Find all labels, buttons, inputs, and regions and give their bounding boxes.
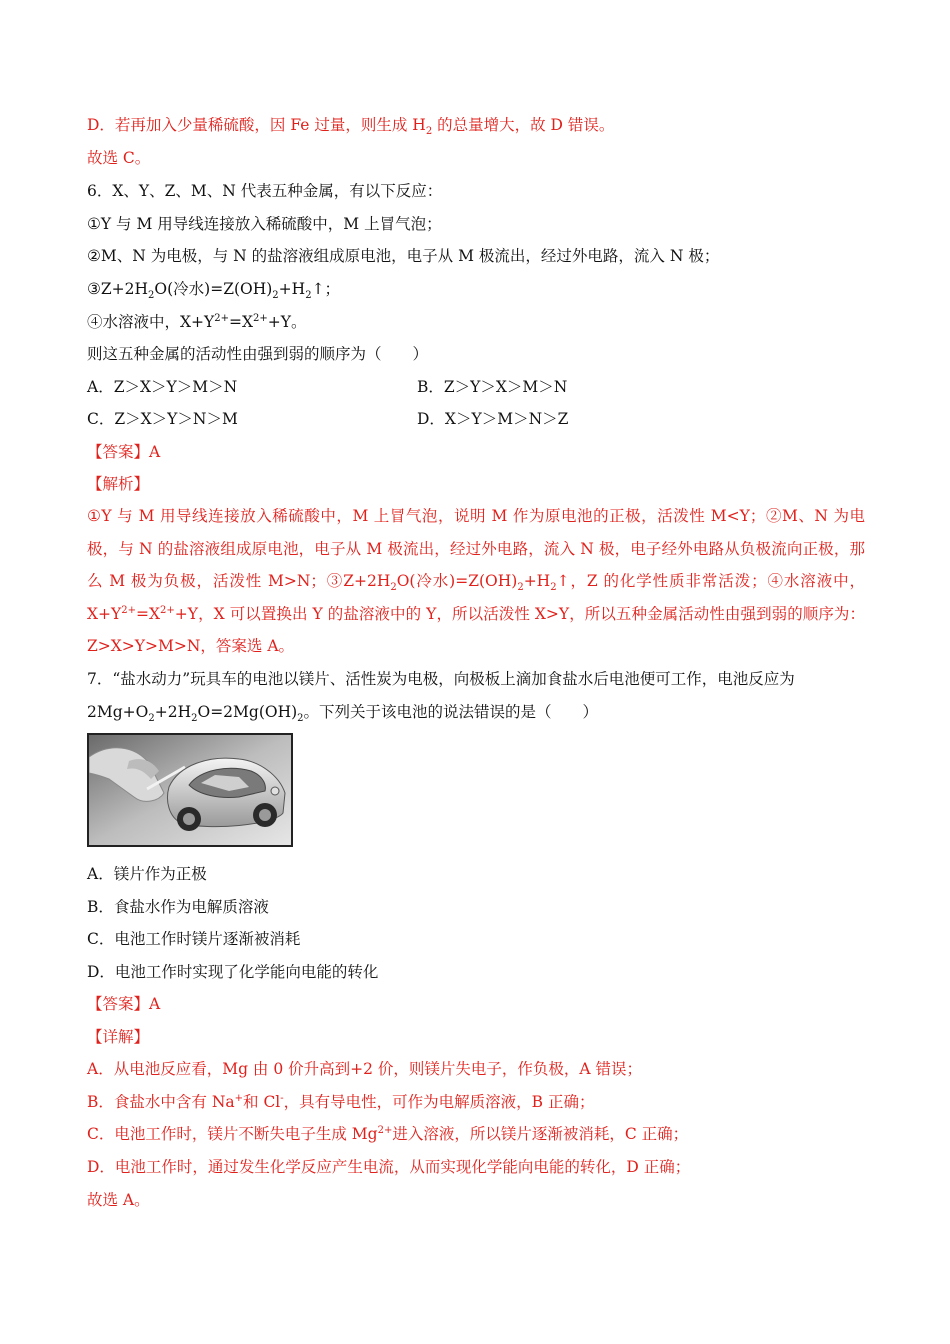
toy-car-illustration xyxy=(89,735,291,845)
q7-detail-b: B．食盐水中含有 Na+和 Cl-，具有导电性，可作为电解质溶液，B 正确； xyxy=(87,1092,595,1111)
prev-conclusion: 故选 C。 xyxy=(87,149,151,167)
q6-reaction-2: ②M、N 为电极，与 N 的盐溶液组成原电池，电子从 M 极流出，经过外电路，流入 N 极； xyxy=(87,247,720,265)
q7-detail-a: A．从电池反应看，Mg 由 0 价升高到+2 价，则镁片失电子，作负极，A 错误； xyxy=(87,1060,643,1078)
q7-detail-d: D．电池工作时，通过发生化学反应产生电流，从而实现化学能向电能的转化，D 正确； xyxy=(87,1158,691,1176)
q7-option-d: D．电池工作时实现了化学能向电能的转化 xyxy=(87,963,379,981)
q6-option-b: B．Z＞Y＞X＞M＞N xyxy=(417,378,568,396)
q7-detail-c: C．电池工作时，镁片不断失电子生成 $Mg^{2+}$进入溶液，所以镁片逐渐被消耗，C 正确； xyxy=(87,1124,689,1143)
q7-option-c: C．电池工作时镁片逐渐被消耗 xyxy=(87,930,301,948)
prev-answer-d: D．若再加入少量稀硫酸，因 Fe 过量，则生成 $H_2$ 的总量增大，故 D 错误。 xyxy=(87,116,615,138)
q6-answer: 【答案】A xyxy=(87,443,161,461)
toy-car-photo xyxy=(87,733,293,847)
q6-option-a: A．Z＞X＞Y＞M＞N xyxy=(87,378,238,396)
q7-option-a: A．镁片作为正极 xyxy=(87,865,207,883)
q7-conclusion: 故选 A。 xyxy=(87,1191,150,1209)
q7-detail-heading: 【详解】 xyxy=(87,1028,150,1046)
q7-stem-line1: 7．“盐水动力”玩具车的电池以镁片、活性炭为电极，向极板上滴加食盐水后电池便可工作，电池反应为 xyxy=(87,670,795,688)
q7-option-b: B．食盐水作为电解质溶液 xyxy=(87,898,269,916)
q6-reaction-3: $③Z+2H_2O$(冷水)$=Z(OH)_2+H_2↑$； xyxy=(87,280,341,302)
q7-stem-line2: $2Mg+O_2+2H_2O=2Mg(OH)_2$。下列关于该电池的说法错误的是（ ） xyxy=(87,703,599,725)
q6-stem: 6．X、Y、Z、M、N 代表五种金属，有以下反应： xyxy=(87,182,443,200)
q6-question: 则这五种金属的活动性由强到弱的顺序为（ ） xyxy=(87,345,429,363)
q6-reaction-1: ①Y 与 M 用导线连接放入稀硫酸中，M 上冒气泡； xyxy=(87,215,442,233)
q7-answer: 【答案】A xyxy=(87,995,161,1013)
q6-option-d: D．X＞Y＞M＞N＞Z xyxy=(417,410,569,428)
q6-analysis-body: ①Y 与 M 用导线连接放入稀硫酸中，M 上冒气泡，说明 M 作为原电池的正极，活泼性 M<Y；②M、N 为电极，与 N 的盐溶液组成原电池，电子从 M 极流出，经过外电路，流入 N 极，电子经外电路从负极流向正极，那么 M 极为负极，活泼性 M>N；$③Z+2H_2O$(冷水)$=Z(OH)_2+H_2↑$，Z 的化学性质非常活泼；④水溶液中，$X+Y^{2+}=X^{2+}+Y$，X 可以置换出 Y 的盐溶液中的 Y，所以活泼性 X>Y，所以五种金属活动性由强到弱的顺序为：Z>X>Y>M>N，答案选 A。 xyxy=(87,507,865,655)
q6-option-c: C．Z＞X＞Y＞N＞M xyxy=(87,410,238,428)
q6-reaction-4: ④水溶液中，$X+Y^{2+}=X^{2+}+Y$。 xyxy=(87,312,307,331)
q6-analysis-heading: 【解析】 xyxy=(87,475,150,493)
